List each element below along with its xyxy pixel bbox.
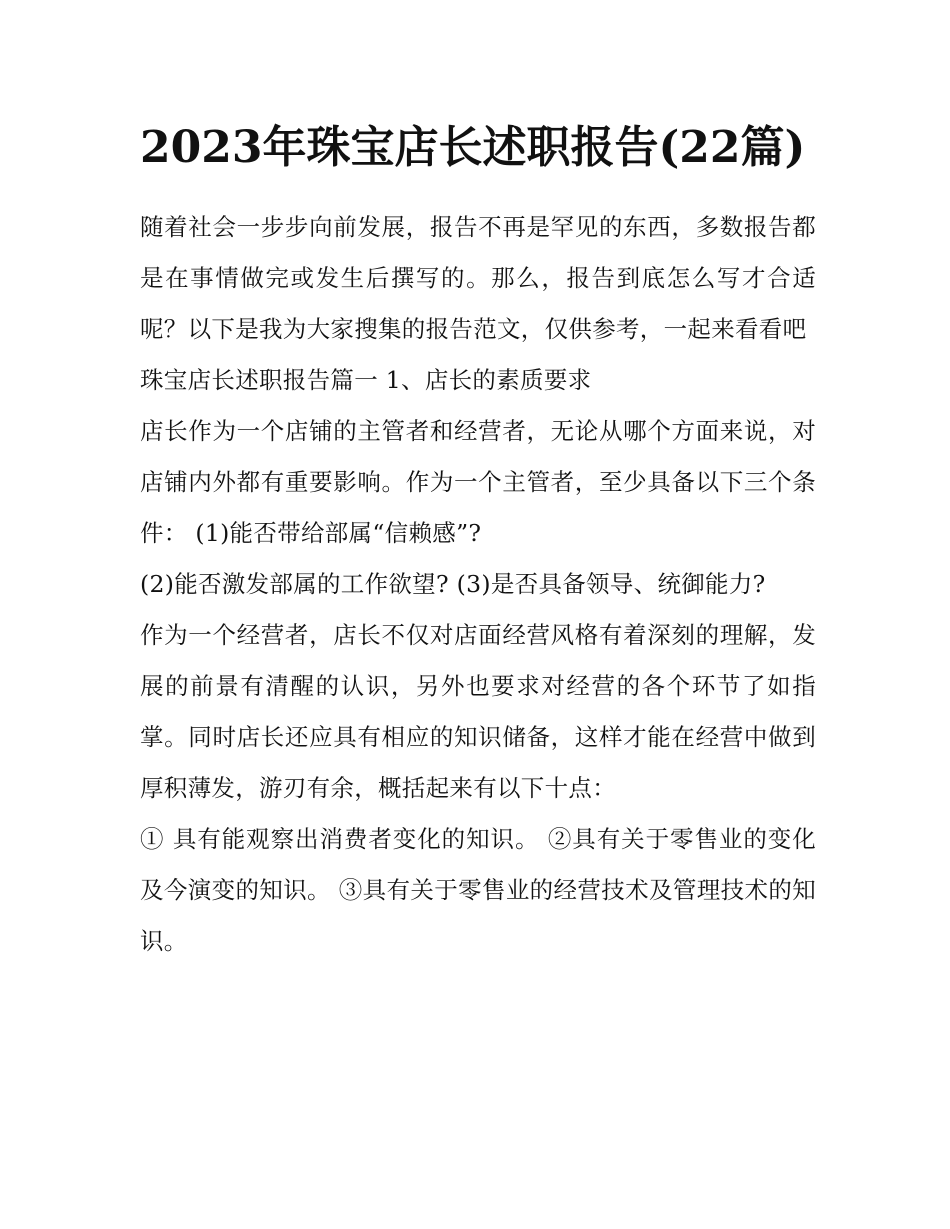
body-paragraph: 作为一个经营者，店长不仅对店面经营风格有着深刻的理解，发展的前景有清醒的认识，另外也要求对经营的各个环节了如指掌。同时店长还应具有相应的知识储备，这样才能在经营中做到厚积薄发，游刃有余，概括起来有以下十点： — [140, 621, 816, 802]
document-body — [140, 112, 816, 967]
section-heading: 珠宝店长述职报告篇一 1、店长的素质要求 — [140, 366, 592, 394]
body-paragraph: (2)能否激发部属的工作欲望? (3)是否具备领导、统御能力? — [140, 570, 766, 598]
body-paragraph: 店长作为一个店铺的主管者和经营者，无论从哪个方面来说，对店铺内外都有重要影响。作为一个主管者，至少具备以下三个条件： (1)能否带给部属“信赖感”? — [140, 417, 816, 547]
intro-paragraph: 随着社会一步步向前发展，报告不再是罕见的东西，多数报告都是在事情做完或发生后撰写的。那么，报告到底怎么写才合适呢？以下是我为大家搜集的报告范文，仅供参考，一起来看看吧 — [140, 213, 816, 343]
document-title: 2023年珠宝店长述职报告(22篇) — [140, 122, 806, 173]
body-paragraph: ① 具有能观察出消费者变化的知识。 ②具有关于零售业的变化及今演变的知识。 ③具有关于零售业的经营技术及管理技术的知识。 — [140, 825, 816, 955]
